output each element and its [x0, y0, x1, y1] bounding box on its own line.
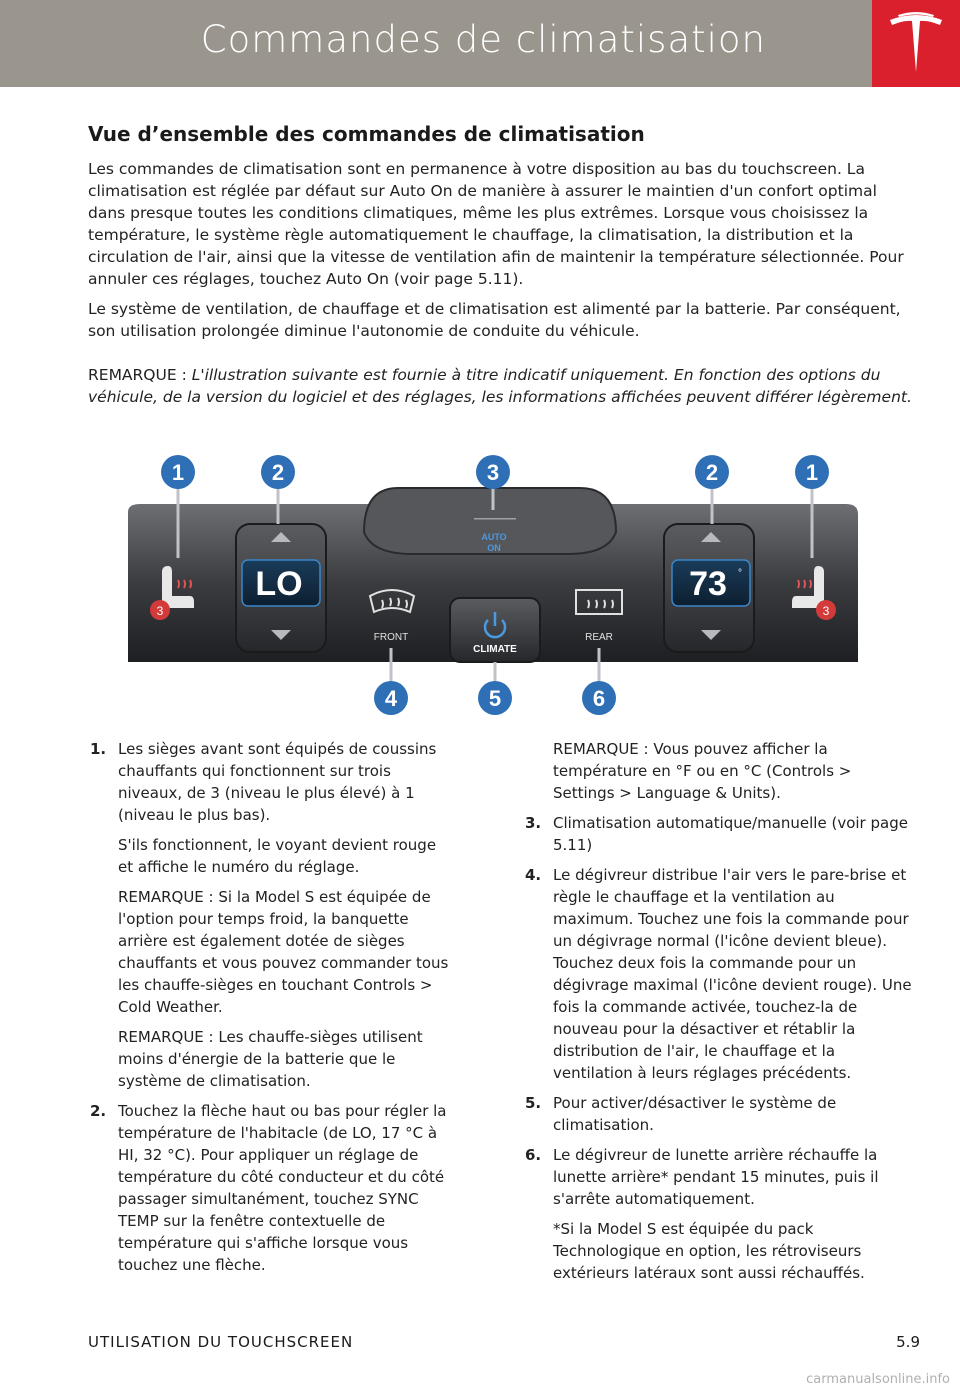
list-item-number: 3. — [525, 814, 542, 832]
list-item-number: 4. — [525, 866, 542, 884]
list-item-6-footnote: *Si la Model S est équipée du pack Technologique en option, les rétroviseurs extérieurs latéraux sont aussi réchauffés. — [553, 1220, 865, 1282]
page-header — [0, 0, 872, 87]
list-item-5 — [525, 1092, 917, 1136]
callout-5 — [478, 681, 512, 715]
list-item-text: Pour activer/désactiver le système de climatisation. — [553, 1094, 837, 1134]
watermark: carmanualsonline.info — [806, 1372, 950, 1387]
list-item-2-note: REMARQUE : Vous pouvez afficher la température en °F ou en °C (Controls > Settings > Language & Units). — [553, 740, 852, 802]
climate-controls-illustration — [128, 448, 858, 720]
note-label: REMARQUE : — [88, 366, 192, 384]
callout-1-left — [161, 455, 195, 489]
list-item-number: 1. — [90, 740, 107, 758]
right-temp-value: 73 — [689, 565, 727, 603]
tesla-logo-icon — [886, 10, 946, 76]
list-item-text: Le dégivreur de lunette arrière réchauffe la lunette arrière* pendant 15 minutes, puis il s'arrête automatiquement. — [553, 1146, 879, 1208]
right-temp-degree: ° — [738, 568, 742, 579]
intro-paragraph: Les commandes de climatisation sont en permanence à votre disposition au bas du touchscreen. La climatisation est réglée par défaut sur Auto On de manière à assurer le maintien d'un confort optimal dans presque toutes les conditions climatiques, même les plus extrêmes. Lorsque vous choisissez la température, le système règle automatiquement le chauffage, la climatisation, la distribution et la circulation de l'air, ainsi que la vitesse de ventilation afin de maintenir la température sélectionnée. Pour annuler ces réglages, touchez Auto On (voir page 5.11). — [88, 160, 904, 288]
list-item-1-note1: REMARQUE : Si la Model S est équipée de l'option pour temps froid, la banquette arrière est également dotée de sièges chauffants et vous pouvez commander tous les chauffe-sièges en touchant Controls > Cold Weather. — [118, 888, 449, 1016]
auto-divider — [474, 518, 516, 520]
callout-2-right — [695, 455, 729, 489]
callout-1-right — [795, 455, 829, 489]
svg-text:2: 2 — [705, 460, 719, 485]
svg-text:1: 1 — [805, 460, 819, 485]
list-item-2 — [90, 1100, 455, 1276]
section-title: Vue d’ensemble des commandes de climatisation — [88, 122, 645, 146]
rear-defrost-label: REAR — [585, 632, 613, 643]
list-item-number: 2. — [90, 1102, 107, 1120]
list-item-text: Climatisation automatique/manuelle (voir page 5.11) — [553, 814, 908, 854]
list-item-4 — [525, 864, 917, 1084]
svg-text:4: 4 — [384, 686, 398, 711]
brand-logo — [872, 0, 960, 87]
front-defrost-label: FRONT — [373, 632, 409, 643]
svg-text:2: 2 — [271, 460, 285, 485]
page-title: Commandes de climatisation — [200, 18, 766, 61]
list-item-text: Le dégivreur distribue l'air vers le pare-brise et règle le chauffage et la ventilation au maximum. Touchez une fois la commande pour un dégivrage normal (l'icône devient bleue). Touchez deux fois la commande pour un dégivrage maximal (l'icône devient rouge). Une fois la commande activée, touchez-la de nouveau pour la désactiver et rétablir la distribution de l'air, le chauffage et la ventilation à leurs réglages précédents. — [553, 866, 912, 1082]
list-item-1 — [90, 738, 455, 826]
callout-4 — [374, 681, 408, 715]
left-seat-level: 3 — [156, 604, 164, 618]
footer-page-number: 5.9 — [896, 1333, 920, 1351]
list-column-left — [90, 738, 455, 1284]
list-item-text: Touchez la flèche haut ou bas pour régler la température de l'habitacle (de LO, 17 °C à HI, 32 °C). Pour appliquer un réglage de température du côté conducteur et du côté passager simultanément, touchez SYNC TEMP sur la fenêtre contextuelle de température qui s'affiche lorsque vous touchez une flèche. — [118, 1102, 447, 1274]
auto-label-line2: ON — [487, 543, 501, 553]
list-item-1-sub1: S'ils fonctionnent, le voyant devient rouge et affiche le numéro du réglage. — [118, 836, 437, 876]
list-item-number: 6. — [525, 1146, 542, 1164]
right-seat-level: 3 — [822, 604, 830, 618]
callout-6 — [582, 681, 616, 715]
callout-3 — [476, 455, 510, 489]
auto-label-line1: AUTO — [481, 532, 507, 542]
list-item-1-note2: REMARQUE : Les chauffe-sièges utilisent moins d'énergie de la batterie que le système de climatisation. — [118, 1028, 423, 1090]
list-item-text: Les sièges avant sont équipés de coussins chauffants qui fonctionnent sur trois niveaux, de 3 (niveau le plus élevé) à 1 (niveau le plus bas). — [118, 740, 437, 824]
note-paragraph — [88, 364, 913, 408]
left-temp-value: LO — [255, 565, 303, 603]
battery-paragraph: Le système de ventilation, de chauffage et de climatisation est alimenté par la batterie. Par conséquent, son utilisation prolongée diminue l'autonomie de conduite du véhicule. — [88, 300, 901, 340]
svg-text:5: 5 — [488, 686, 502, 711]
callout-2-left — [261, 455, 295, 489]
list-item-number: 5. — [525, 1094, 542, 1112]
note-text: L'illustration suivante est fournie à titre indicatif uniquement. En fonction des options du véhicule, de la version du logiciel et des réglages, les informations affichées peuvent différer légèrement. — [88, 366, 912, 406]
climate-panel-svg — [128, 448, 858, 720]
list-item-3 — [525, 812, 917, 856]
svg-text:3: 3 — [486, 460, 500, 485]
svg-text:6: 6 — [592, 686, 606, 711]
svg-text:1: 1 — [171, 460, 185, 485]
list-item-6 — [525, 1144, 917, 1210]
list-column-right — [525, 738, 917, 1292]
footer-section-label: UTILISATION DU TOUCHSCREEN — [88, 1333, 354, 1351]
climate-label: CLIMATE — [473, 644, 517, 655]
